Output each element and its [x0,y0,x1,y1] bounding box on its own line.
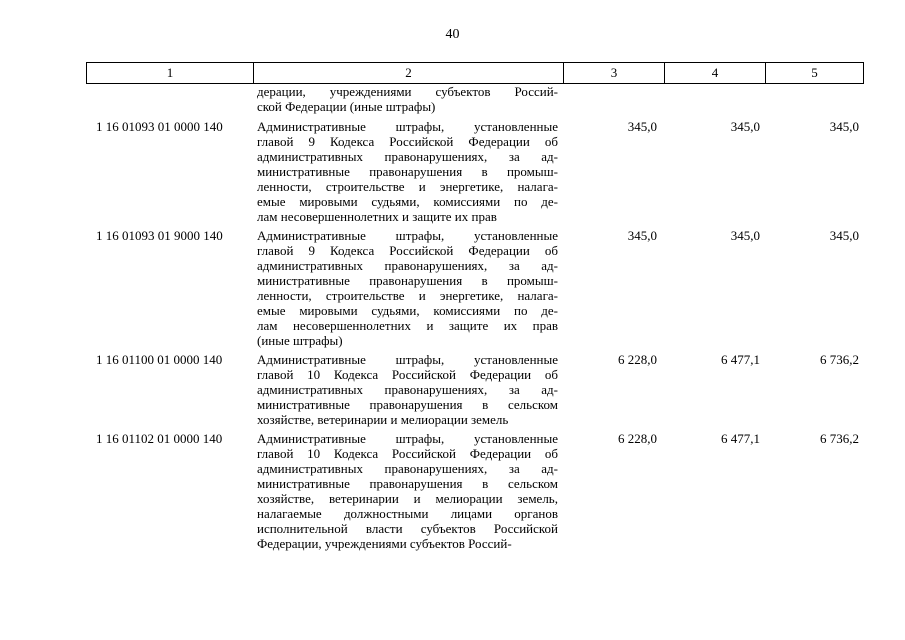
description-line: ленности, строительстве и энергетике, налага- [257,288,558,303]
table-row [86,119,876,224]
row-code: 1 16 01100 01 0000 140 [96,352,223,367]
row-value-col4: 6 477,1 [721,431,760,446]
description-line: главой 9 Кодекса Российской Федерации об [257,243,558,258]
row-value-col5: 6 736,2 [820,352,859,367]
row-value-col4: 6 477,1 [721,352,760,367]
row-description [257,352,558,427]
description-line: главой 10 Кодекса Российской Федерации об [257,446,558,461]
description-line: (иные штрафы) [257,333,343,348]
description-line: министративные правонарушения в промыш- [257,273,558,288]
description-line: Административные штрафы, установленные [257,352,558,367]
row-value-col5: 345,0 [829,119,859,134]
description-line: административных правонарушениях, за ад- [257,258,558,273]
row-value-col3: 6 228,0 [618,352,657,367]
table-row [86,228,876,348]
column-header-5: 5 [811,65,818,80]
description-line: налагаемые должностными лицами органов [257,506,558,521]
column-header-1: 1 [87,63,254,83]
row-description [257,84,558,114]
table-header [86,62,864,84]
row-code: 1 16 01093 01 9000 140 [96,228,223,243]
description-line: емые мировыми судьями, комиссиями по де- [257,303,558,318]
table-row [86,352,876,427]
description-line: хозяйстве, ветеринарии и мелиорации земель [257,412,509,427]
column-header-4: 4 [665,63,766,83]
row-value-col5: 345,0 [829,228,859,243]
row-value-col4: 345,0 [730,119,760,134]
row-description [257,431,558,551]
description-line: министративные правонарушения в сельском [257,476,558,491]
description-line: Административные штрафы, установленные [257,228,558,243]
description-line: Административные штрафы, установленные [257,431,558,446]
table-row [86,431,876,551]
description-line: ской Федерации (иные штрафы) [257,99,436,114]
description-line: дерации, учреждениями субъектов Россий- [257,84,558,99]
row-value-col4: 345,0 [730,228,760,243]
description-line: главой 10 Кодекса Российской Федерации об [257,367,558,382]
row-value-col3: 345,0 [627,119,657,134]
row-description [257,119,558,224]
table-body [86,84,876,551]
description-line: Федерации, учреждениями субъектов Россий- [257,536,512,551]
row-code: 1 16 01102 01 0000 140 [96,431,223,446]
description-line: Административные штрафы, установленные [257,119,558,134]
description-line: административных правонарушениях, за ад- [257,461,558,476]
description-line: ленности, строительстве и энергетике, налага- [257,179,558,194]
page-number: 40 [445,27,460,42]
description-line: министративные правонарушения в сельском [257,397,558,412]
description-line: лам несовершеннолетних и защите их прав [257,209,497,224]
row-value-col5: 6 736,2 [820,431,859,446]
row-code: 1 16 01093 01 0000 140 [96,119,223,134]
description-line: главой 9 Кодекса Российской Федерации об [257,134,558,149]
description-line: емые мировыми судьями, комиссиями по де- [257,194,558,209]
description-line: исполнительной власти субъектов Российской [257,521,558,536]
row-description [257,228,558,348]
row-value-col3: 345,0 [627,228,657,243]
table-row [86,84,876,114]
column-header-2: 2 [254,63,564,83]
description-line: административных правонарушениях, за ад- [257,382,558,397]
description-line: административных правонарушениях, за ад- [257,149,558,164]
row-value-col3: 6 228,0 [618,431,657,446]
description-line: хозяйстве, ветеринарии и мелиорации земель, [257,491,558,506]
description-line: министративные правонарушения в промыш- [257,164,558,179]
description-line: лам несовершеннолетних и защите их прав [257,318,558,333]
column-header-3: 3 [564,63,665,83]
